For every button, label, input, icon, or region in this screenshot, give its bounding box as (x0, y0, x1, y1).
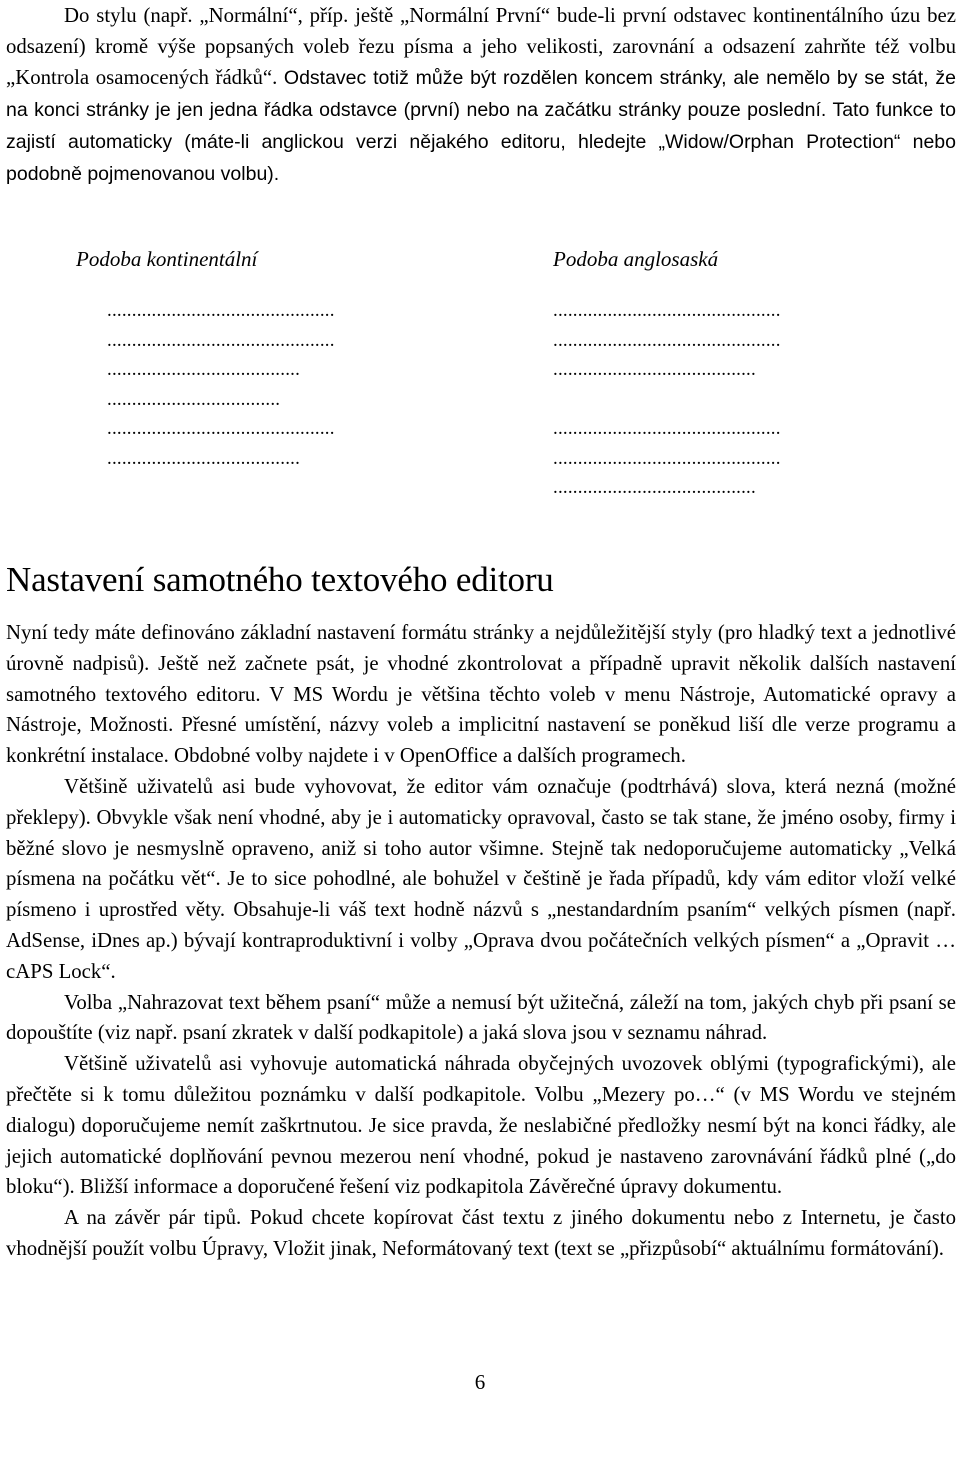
body-paragraph: A na závěr pár tipů. Pokud chcete kopírovat část textu z jiného dokumentu nebo z Internetu, je často vhodnější použít volbu Úpravy, Vložit jinak, Neformátovaný text (text se „přizpůsobí“ aktuálnímu formátování). (6, 1206, 956, 1260)
dot-line: .............................................. (553, 329, 781, 351)
dot-line: ................................... (107, 388, 281, 410)
page-number: 6 (474, 1370, 486, 1394)
intro-text-1: Do stylu (např. „Normální“, příp. ještě „Normální První“ bude-li první odstavec kontinentálního úzu bez odsazení) kromě výše popsaných voleb řezu písma a jeho velikosti, zarovnání a odsazení zahrňte též volbu „Kontrola osamocených řádků“. (6, 4, 956, 89)
dot-line: .............................................. (107, 329, 335, 351)
body-paragraph: Většině uživatelů asi vyhovuje automatická náhrada obyčejných uvozovek oblými (typografickými), ale přečtěte si k tomu důležitou poznámku v další podkapitole. Volbu „Mezery po…“ (v MS Wordu ve stejném dialogu) doporučujeme nemít zaškrtnutou. Je sice pravda, že neslabičné předložky nesmí být na konci řádky, ale jejich automatické doplňování pevnou mezerou není vhodné, pokud je nastaveno zarovnávání řádků plné („do bloku“). Bližší informace a doporučené řešení viz podkapitola Závěrečné úpravy dokumentu. (6, 1052, 956, 1199)
dot-line: ....................................... (107, 359, 301, 380)
intro-paragraph (6, 0, 956, 190)
continental-example (107, 296, 335, 473)
dot-line: .............................................. (553, 447, 781, 469)
dot-line: ......................................... (553, 477, 756, 498)
section-heading: Nastavení samotného textového editoru (6, 560, 554, 599)
dot-line: .............................................. (553, 418, 781, 439)
dot-line (553, 385, 781, 415)
anglo-saxon-title: Podoba anglosaská (553, 247, 719, 271)
anglo-saxon-example (553, 296, 781, 503)
body-paragraph: Volba „Nahrazovat text během psaní“ může a nemusí být užitečná, záleží na tom, jakých chyb při psaní se dopouštíte (viz např. psaní zkratek v další podkapitole) a jaká slova jsou v seznamu náhrad. (6, 990, 956, 1045)
body-paragraph: Nyní tedy máte definováno základní nastavení formátu stránky a nejdůležitější styly (pro hladký text a jednotlivé úrovně nadpisů). Ještě než začnete psát, je vhodné zkontrolovat a případně upravit několik dalších nastavení samotného textového editoru. V MS Wordu je většina těchto voleb v menu Nástroje, Automatické opravy a Nástroje, Možnosti. Přesné umístění, názvy voleb a implicitní nastavení se poněkud liší dle verze programu a konkrétní instalace. Obdobné volby najdete i v OpenOffice a dalších programech. (6, 621, 956, 768)
intro-text-2: Odstavec totiž může být rozdělen koncem stránky, ale nemělo by se stát, že na konci stránky je jen jedna řádka odstavce (první) nebo na začátku stránky pouze poslední. (6, 67, 956, 121)
dot-line: .............................................. (553, 300, 781, 321)
continental-title: Podoba kontinentální (76, 247, 258, 271)
dot-line: ......................................... (553, 359, 756, 380)
dot-line: .............................................. (107, 418, 335, 439)
body-paragraph: Většině uživatelů asi bude vyhovovat, že editor vám označuje (podtrhává) slova, která nezná (možné překlepy). Obvykle však není vhodné, aby je i automaticky opravoval, často se tak stane, že jméno osoby, firmy i běžné slovo je nesmyslně opraveno, aniž si toho autor všimne. Stejně tak nedoporučujeme automaticky „Velká písmena na počátku vět“. Je to sice pohodlné, ale bohužel v češtině je řada případů, kdy vám editor vloží velké písmeno i uprostřed věty. Obsahuje-li váš text hodně názvů s „nestandardním psaním“ velkých písmen (např. AdSense, iDnes ap.) bývají kontraproduktivní i volby „Oprava dvou počátečních velkých písmen“ a „Opravit … cAPS Lock“. (6, 774, 956, 983)
dot-line: ....................................... (107, 447, 301, 469)
intro-text-3: Tato funkce to zajistí automaticky (máte-li anglickou verzi nějakého editoru, hledejte „Widow/Orphan Protection“ nebo podobně pojmenovanou volbu). (6, 99, 956, 185)
dot-line: .............................................. (107, 300, 335, 321)
section-body (6, 618, 956, 1265)
